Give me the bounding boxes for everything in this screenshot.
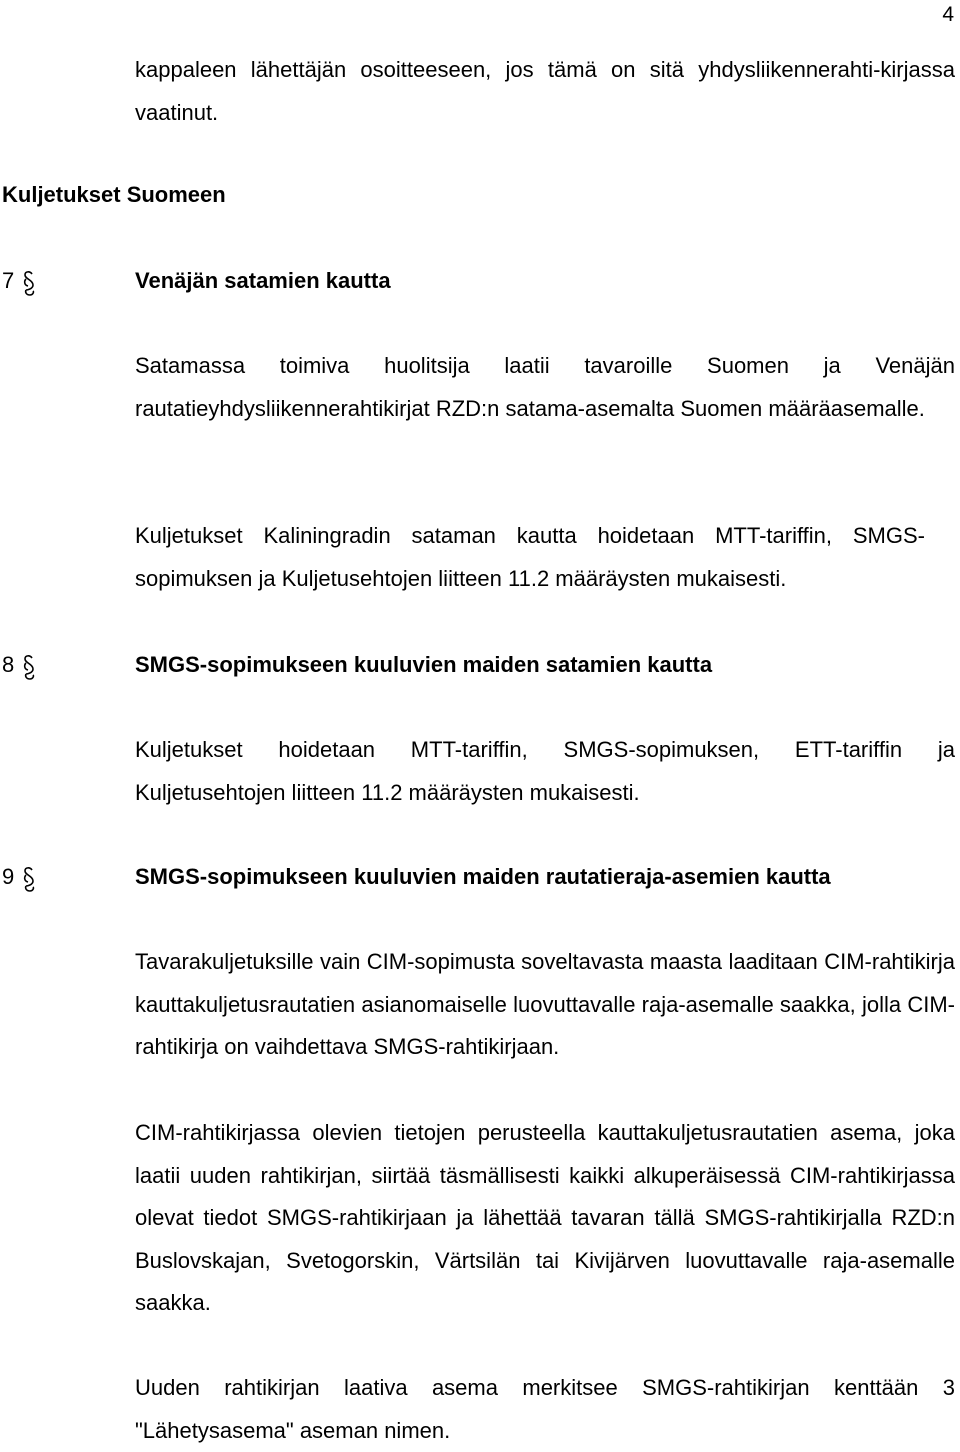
paragraph-text: CIM-rahtikirjassa olevien tietojen perusteella kauttakuljetusrautatien asema, joka laatii uuden rahtikirjan, siirtää täsmällisesti kaikki alkuperäisessä CIM-rahtikirjassa olevat tiedot SMGS-rahtikirjaan ja lähettää tavaran tällä SMGS-rahtikirjalla RZD:n Buslovskajan, Svetogorskin, Värtsilän tai Kivijärven luovuttavalle raja-asemalle saakka.: [135, 1120, 955, 1315]
section-number: 8: [2, 652, 15, 677]
section-number: 7: [2, 268, 15, 293]
section-number: 9: [2, 864, 15, 889]
section-title: SMGS-sopimukseen kuuluvien maiden rautatieraja-asemien kautta: [135, 864, 831, 889]
section-7-paragraph-1: [135, 345, 955, 430]
paragraph-text: Kuljetukset Kaliningradin sataman kautta hoidetaan MTT-tariffin, SMGS-sopimuksen ja Kuljetusehtojen liitteen 11.2 määräysten mukaisesti.: [135, 523, 925, 591]
main-heading: Kuljetukset Suomeen: [2, 182, 226, 207]
section-sign-icon: [22, 866, 36, 892]
section-8-paragraph-1: [135, 729, 955, 814]
section-9-paragraph-1: [135, 941, 955, 1069]
section-8-header: [0, 650, 960, 680]
section-sign-icon: [22, 654, 36, 680]
paragraph-text: Uuden rahtikirjan laativa asema merkitsee SMGS-rahtikirjan kenttään 3 "Lähetysasema" aseman nimen.: [135, 1375, 955, 1443]
page-number: 4: [942, 3, 954, 26]
section-9-paragraph-3: [135, 1367, 955, 1452]
paragraph-text: Tavarakuljetuksille vain CIM-sopimusta soveltavasta maasta laaditaan CIM-rahtikirja kauttakuljetusrautatien asianomaiselle luovuttavalle raja-asemalle saakka, jolla CIM-rahtikirja on vaihdettava SMGS-rahtikirjaan.: [135, 949, 955, 1059]
section-7-paragraph-2: [135, 515, 925, 600]
paragraph-text: Satamassa toimiva huolitsija laatii tavaroille Suomen ja Venäjän rautatieyhdysliikennerahtikirjat RZD:n satama-asemalta Suomen määräasemalle.: [135, 353, 955, 421]
paragraph-text: Kuljetukset hoidetaan MTT-tariffin, SMGS-sopimuksen, ETT-tariffin ja Kuljetusehtojen liitteen 11.2 määräysten mukaisesti.: [135, 737, 955, 805]
continued-paragraph-text: kappaleen lähettäjän osoitteeseen, jos tämä on sitä yhdysliikennerahti-kirjassa vaatinut.: [135, 57, 955, 125]
section-sign-icon: [22, 270, 36, 296]
section-7-header: [0, 266, 960, 296]
section-title: SMGS-sopimukseen kuuluvien maiden satamien kautta: [135, 652, 713, 677]
continued-paragraph: [135, 48, 955, 134]
section-9-header: [0, 862, 960, 892]
section-9-paragraph-2: [135, 1112, 955, 1325]
section-title: Venäjän satamien kautta: [135, 268, 391, 293]
